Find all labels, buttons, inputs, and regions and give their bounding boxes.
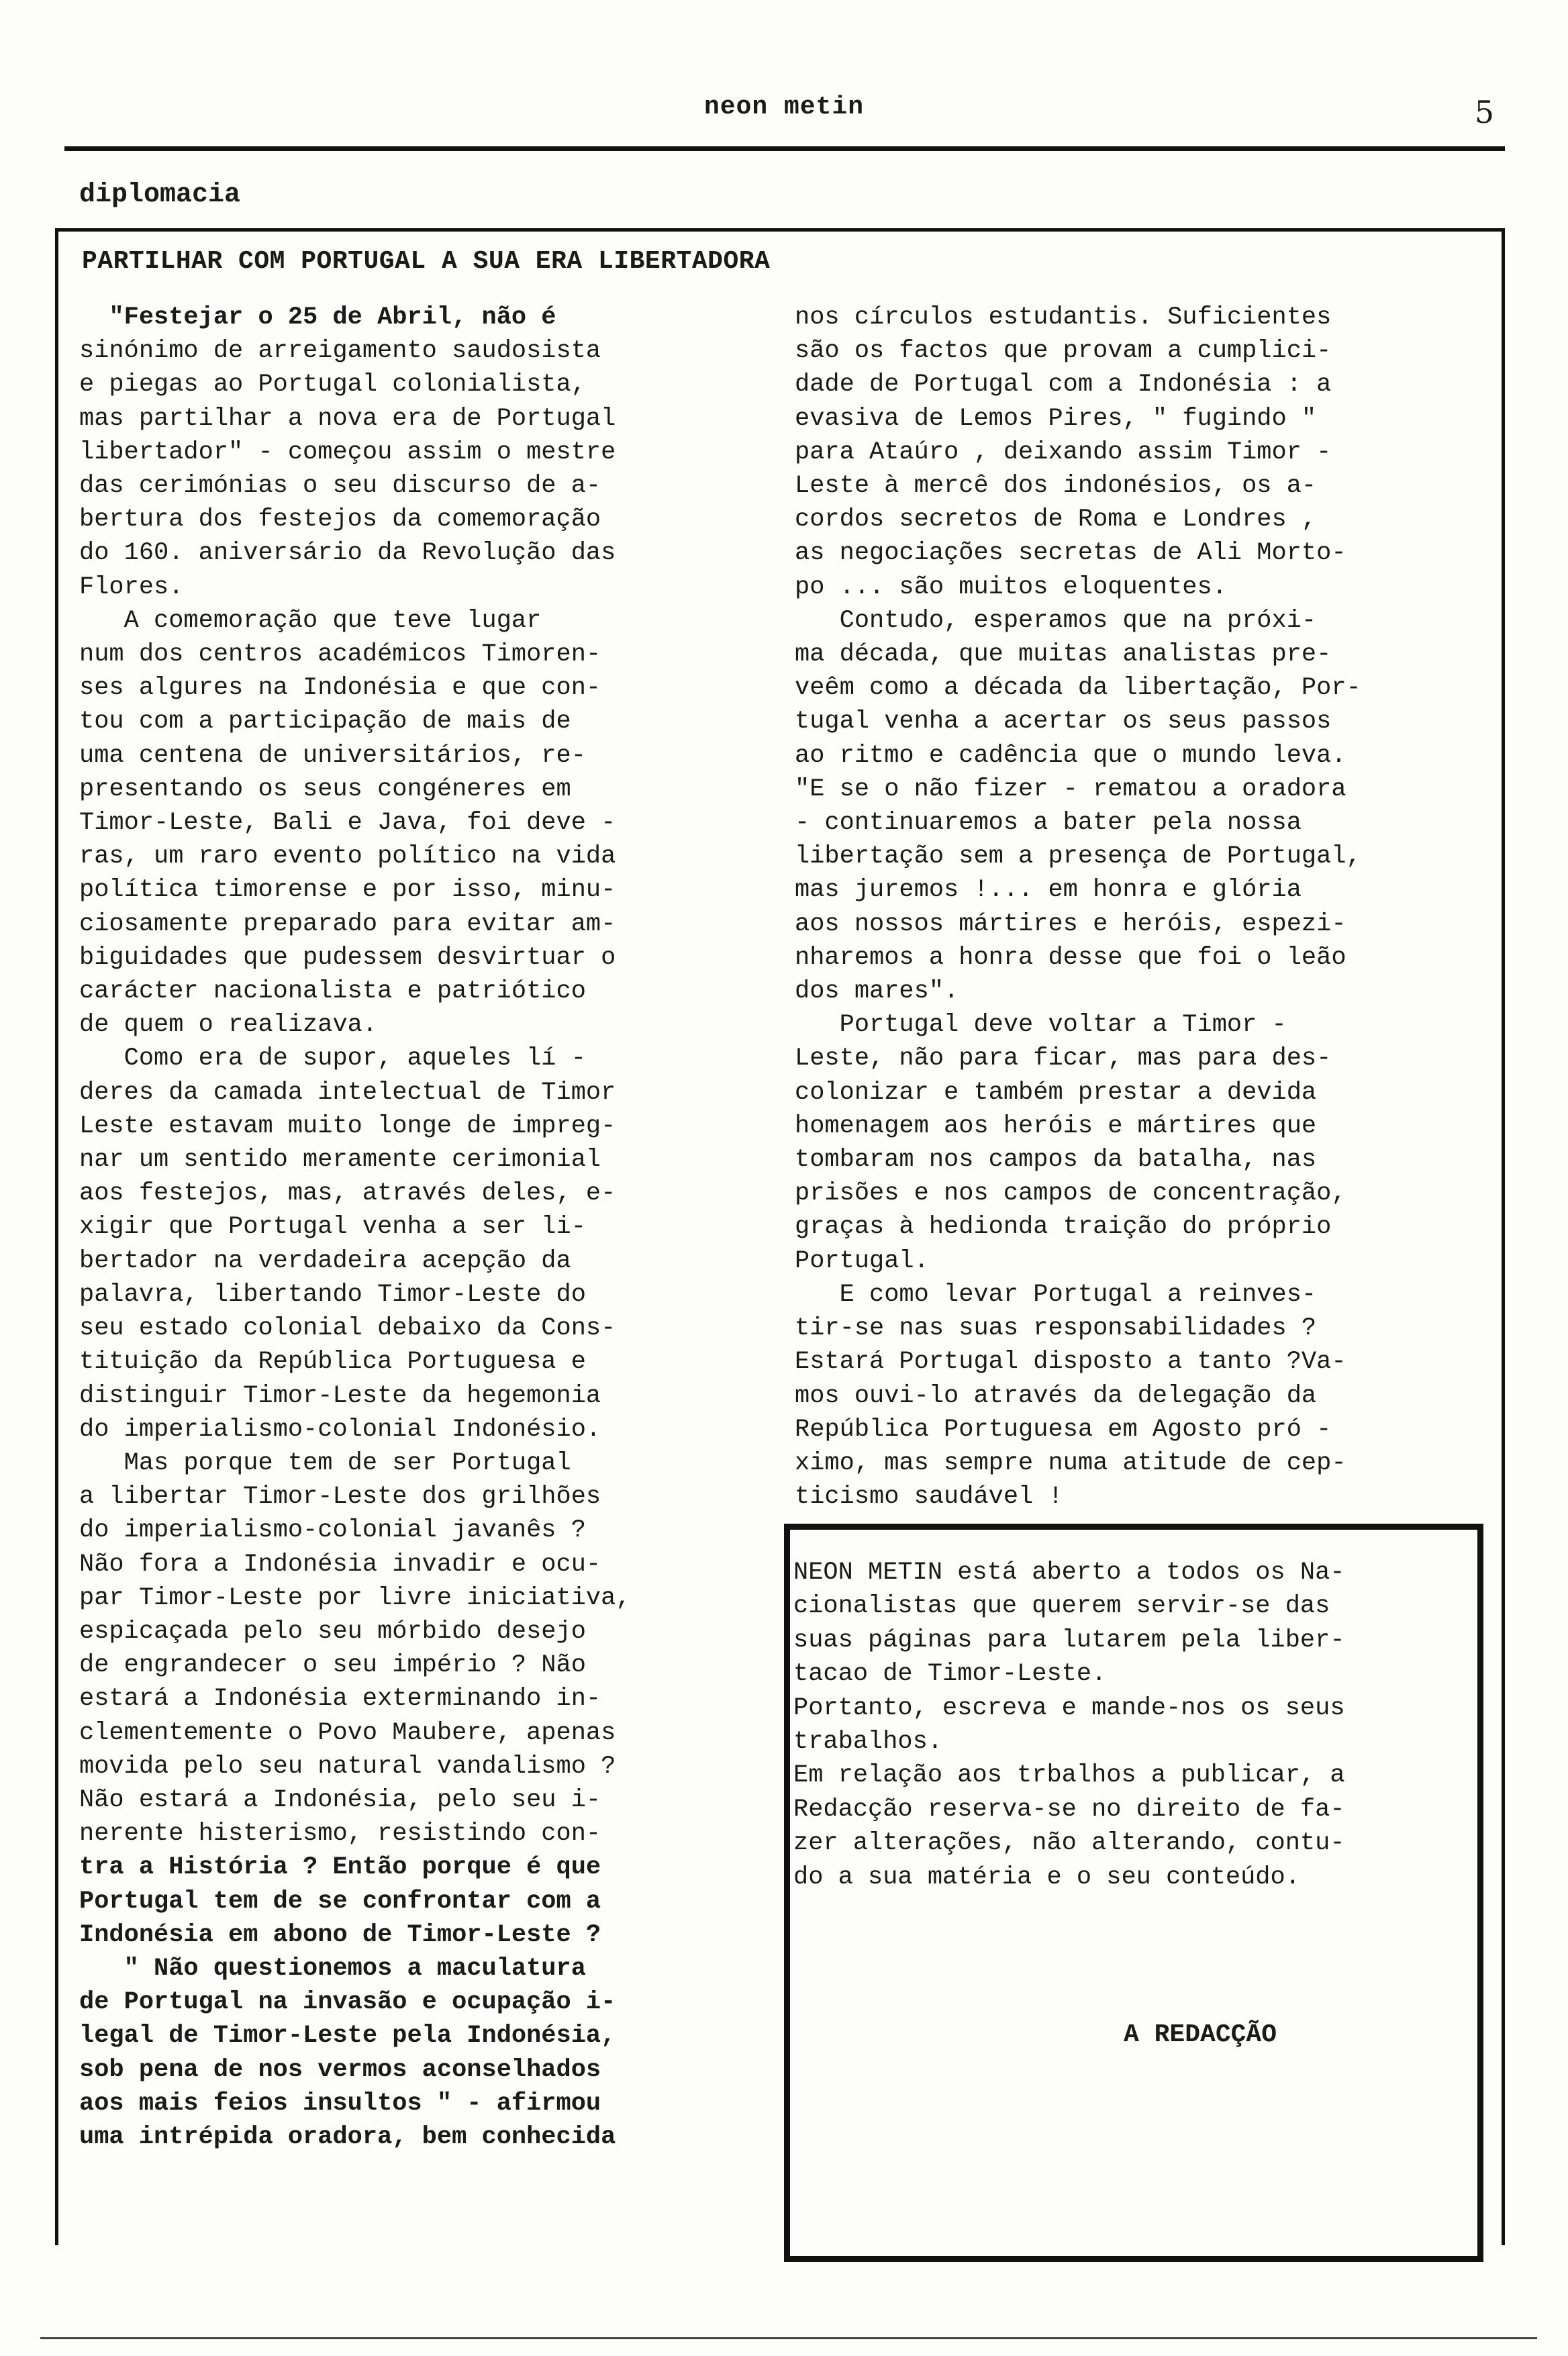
text-line: uma intrépida oradora, bem conhecida [79,2122,616,2151]
text-line: ciosamente preparado para evitar am- [79,910,616,938]
text-line: de engrandecer o seu império ? Não [79,1651,586,1680]
text-line: tombaram nos campos da batalha, nas [795,1146,1317,1175]
text-line: mas partilhar a nova era de Portugal [79,404,616,433]
text-line: po ... são muitos eloquentes. [795,573,1227,601]
text-line: bertador na verdadeira acepção da [79,1246,571,1275]
text-line: Em relação aos trbalhos a publicar, a [793,1761,1345,1790]
text-line: são os factos que provam a cumplici- [795,337,1332,366]
text-line: NEON METIN está aberto a todos os Na- [793,1559,1345,1587]
text-line: graças à hedionda traição do próprio [795,1213,1332,1242]
text-line: Estará Portugal disposto a tanto ?Va- [795,1348,1346,1377]
text-line: dos mares". [795,977,959,1006]
text-line: nerente histerismo, resistindo con- [79,1820,601,1849]
text-line: aos nossos mártires e heróis, espezi- [795,910,1346,938]
text-line: mos ouvi-lo através da delegação da [795,1381,1317,1410]
text-line: distinguir Timor-Leste da hegemonia [79,1381,601,1410]
text-line: " Não questionemos a maculatura [79,1954,586,1983]
text-line: aos festejos, mas, através deles, e- [79,1179,616,1208]
text-line: do imperialismo-colonial Indonésio. [79,1415,601,1444]
text-line: zer alterações, não alterando, contu- [793,1829,1345,1858]
text-line: prisões e nos campos de concentração, [795,1179,1346,1208]
text-line: Mas porque tem de ser Portugal [79,1449,571,1477]
text-line: ao ritmo e cadência que o mundo leva. [795,741,1346,770]
text-line: de Portugal na invasão e ocupação i- [79,1988,616,2017]
text-line: libertação sem a presença de Portugal, [795,842,1361,871]
text-line: nar um sentido meramente cerimonial [79,1146,601,1175]
text-line: Flores. [79,573,184,601]
text-line: carácter nacionalista e patriótico [79,977,586,1006]
text-line: República Portuguesa em Agosto pró - [795,1415,1332,1444]
text-line: do imperialismo-colonial javanês ? [79,1516,586,1545]
text-line: Portanto, escreva e mande-nos os seus [793,1694,1345,1722]
text-line: para Ataúro , deixando assim Timor - [795,438,1332,467]
text-line: clementemente o Povo Maubere, apenas [79,1718,616,1747]
text-line: ticismo saudável ! [795,1483,1063,1512]
text-line: Indonésia em abono de Timor-Leste ? [79,1920,601,1949]
text-line: de quem o realizava. [79,1011,378,1040]
text-line: A comemoração que teve lugar [79,606,542,635]
text-line: do 160. aniversário da Revolução das [79,539,616,568]
text-line: evasiva de Lemos Pires, " fugindo " [795,404,1317,433]
text-line: libertador" - começou assim o mestre [79,438,616,467]
article-headline: PARTILHAR COM PORTUGAL A SUA ERA LIBERTADORA [82,247,771,276]
text-line: uma centena de universitários, re- [79,741,586,770]
text-line: mas juremos !... em honra e glória [795,876,1302,905]
notice-signature: A REDACÇÃO [1124,2020,1277,2049]
text-line: tra a História ? Então porque é que [79,1853,601,1882]
text-line: veêm como a década da libertação, Por- [795,674,1361,703]
text-line: Portugal tem de se confrontar com a [79,1887,601,1916]
page-number: 5 [1474,94,1494,130]
text-line: e piegas ao Portugal colonialista, [79,371,586,399]
text-line: tituição da República Portuguesa e [79,1348,586,1377]
text-line: E como levar Portugal a reinves- [795,1280,1317,1309]
text-line: - continuaremos a bater pela nossa [795,809,1302,838]
header-rule [64,146,1505,151]
text-line: legal de Timor-Leste pela Indonésia, [79,2022,616,2051]
text-line: Leste, não para ficar, mas para des- [795,1044,1332,1073]
text-line: num dos centros académicos Timoren- [79,640,601,669]
text-line: das cerimónias o seu discurso de a- [79,472,601,501]
text-line: palavra, libertando Timor-Leste do [79,1280,586,1309]
section-label: diplomacia [79,180,241,210]
text-line: nos círculos estudantis. Suficientes [795,303,1332,332]
notice-text [793,1556,1478,1894]
text-line: "E se o não fizer - rematou a oradora [795,775,1346,803]
text-line: Leste à mercê dos indonésios, os a- [795,472,1317,501]
text-line: tou com a participação de mais de [79,707,571,736]
text-line: "Festejar o 25 de Abril, não é [79,303,556,332]
article-column-left [79,301,750,2154]
footer-rule [40,2337,1537,2339]
text-line: Redacção reserva-se no direito de fa- [793,1795,1345,1824]
text-line: movida pelo seu natural vandalismo ? [79,1752,616,1781]
text-line: trabalhos. [793,1728,943,1757]
text-line: estará a Indonésia exterminando in- [79,1685,601,1714]
text-line: tugal venha a acertar os seus passos [795,707,1332,736]
text-line: tir-se nas suas responsabilidades ? [795,1314,1317,1343]
masthead-title: neon metin [703,93,865,121]
text-line: Leste estavam muito longe de impreg- [79,1112,616,1140]
text-line: política timorense e por isso, minu- [79,876,616,905]
text-line: Não fora a Indonésia invadir e ocu- [79,1550,601,1579]
text-line: ma década, que muitas analistas pre- [795,640,1332,669]
text-line: seu estado colonial debaixo da Cons- [79,1314,616,1343]
text-line: presentando os seus congéneres em [79,775,571,803]
text-line: sob pena de nos vermos aconselhados [79,2055,601,2084]
text-line: a libertar Timor-Leste dos grilhões [79,1483,601,1512]
text-line: colonizar e também prestar a devida [795,1078,1317,1107]
text-line: homenagem aos heróis e mártires que [795,1112,1317,1140]
text-line: ximo, mas sempre numa atitude de cep- [795,1449,1346,1477]
text-line: aos mais feios insultos " - afirmou [79,2089,601,2118]
text-line: do a sua matéria e o seu conteúdo. [793,1863,1300,1892]
text-line: ses algures na Indonésia e que con- [79,674,601,703]
text-line: cionalistas que querem servir-se das [793,1592,1330,1621]
text-line: deres da camada intelectual de Timor [79,1078,616,1107]
text-line: par Timor-Leste por livre iniciativa, [79,1583,631,1612]
text-line: Contudo, esperamos que na próxi- [795,606,1317,635]
text-line: sinónimo de arreigamento saudosista [79,337,601,366]
text-line: Portugal deve voltar a Timor - [795,1011,1287,1040]
text-line: Timor-Leste, Bali e Java, foi deve - [79,809,616,838]
text-line: xigir que Portugal venha a ser li- [79,1213,586,1242]
text-line: dade de Portugal com a Indonésia : a [795,371,1332,399]
text-line: Como era de supor, aqueles lí - [79,1044,586,1073]
text-line: biguidades que pudessem desvirtuar o [79,943,616,972]
text-line: bertura dos festejos da comemoração [79,505,601,534]
text-line: espicaçada pelo seu mórbido desejo [79,1617,586,1646]
text-line: as negociações secretas de Ali Morto- [795,539,1346,568]
text-line: suas páginas para lutarem pela liber- [793,1626,1345,1655]
text-line: Portugal. [795,1246,929,1275]
text-line: cordos secretos de Roma e Londres , [795,505,1317,534]
article-column-right [795,301,1466,1514]
text-line: nharemos a honra desse que foi o leão [795,943,1346,972]
text-line: Não estará a Indonésia, pelo seu i- [79,1785,601,1814]
text-line: tacao de Timor-Leste. [793,1660,1107,1689]
text-line: ras, um raro evento político na vida [79,842,616,871]
